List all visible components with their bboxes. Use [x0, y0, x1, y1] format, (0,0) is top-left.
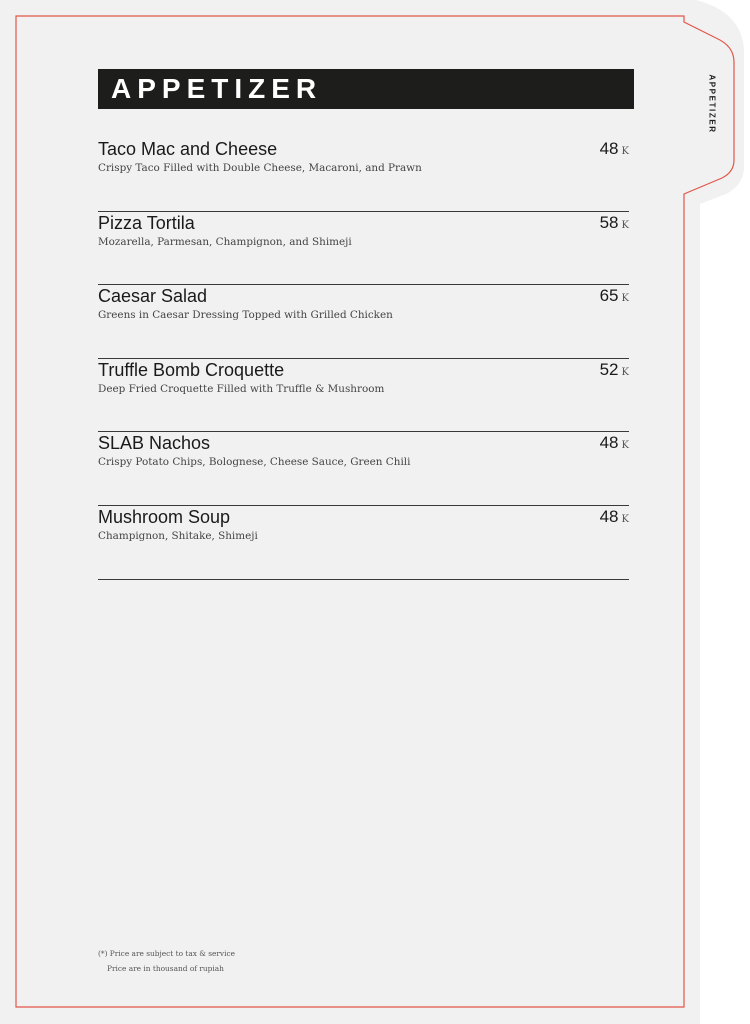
menu-item-name: Caesar Salad — [98, 286, 208, 307]
menu-item-list — [98, 138, 629, 580]
price-value: 48 — [599, 139, 619, 158]
menu-item-description: Greens in Caesar Dressing Topped with Grilled Chicken — [98, 309, 393, 322]
menu-item — [98, 359, 629, 433]
price-unit: K — [621, 366, 629, 378]
side-tab-label: APPETIZER — [707, 74, 717, 134]
price-unit: K — [621, 440, 629, 452]
price-unit: K — [621, 293, 629, 305]
menu-item-name: Mushroom Soup — [98, 506, 231, 527]
menu-item-description: Crispy Taco Filled with Double Cheese, Macaroni, and Prawn — [98, 162, 422, 174]
price-value: 52 — [599, 359, 619, 379]
menu-item-price — [600, 433, 629, 453]
menu-item-description: Deep Fried Croquette Filled with Truffle & Mushroom — [98, 382, 385, 395]
menu-item — [98, 285, 629, 359]
price-value: 48 — [599, 506, 619, 526]
price-unit: K — [621, 219, 629, 231]
menu-item-price — [600, 286, 629, 306]
menu-item-description: Mozarella, Parmesan, Champignon, and Shimeji — [98, 235, 352, 248]
menu-item-name: Truffle Bomb Croquette — [98, 359, 285, 380]
menu-item-name: SLAB Nachos — [98, 433, 211, 454]
menu-item-description: Crispy Potato Chips, Bolognese, Cheese Sauce, Green Chili — [98, 456, 411, 469]
menu-item — [98, 506, 629, 580]
menu-item-price — [600, 507, 629, 527]
price-unit: K — [621, 146, 629, 157]
price-value: 65 — [599, 286, 619, 306]
menu-item-description: Champignon, Shitake, Shimeji — [98, 529, 258, 542]
menu-item-name: Taco Mac and Cheese — [98, 139, 278, 159]
footnote-currency-line: Price are in thousand of rupiah — [107, 964, 224, 973]
section-header-bar — [98, 69, 634, 109]
menu-item-price — [600, 360, 629, 380]
price-value: 48 — [599, 433, 619, 453]
section-title: APPETIZER — [111, 73, 323, 104]
menu-item — [98, 212, 629, 286]
price-value: 58 — [599, 212, 619, 232]
menu-item — [98, 138, 629, 212]
menu-item-price — [600, 139, 629, 159]
menu-item-price — [600, 213, 629, 233]
menu-item — [98, 432, 629, 506]
price-unit: K — [621, 513, 629, 525]
menu-item-name: Pizza Tortila — [98, 212, 195, 233]
footnote-tax-line: (*) Price are subject to tax & service — [98, 949, 235, 958]
price-footnote — [98, 946, 235, 976]
